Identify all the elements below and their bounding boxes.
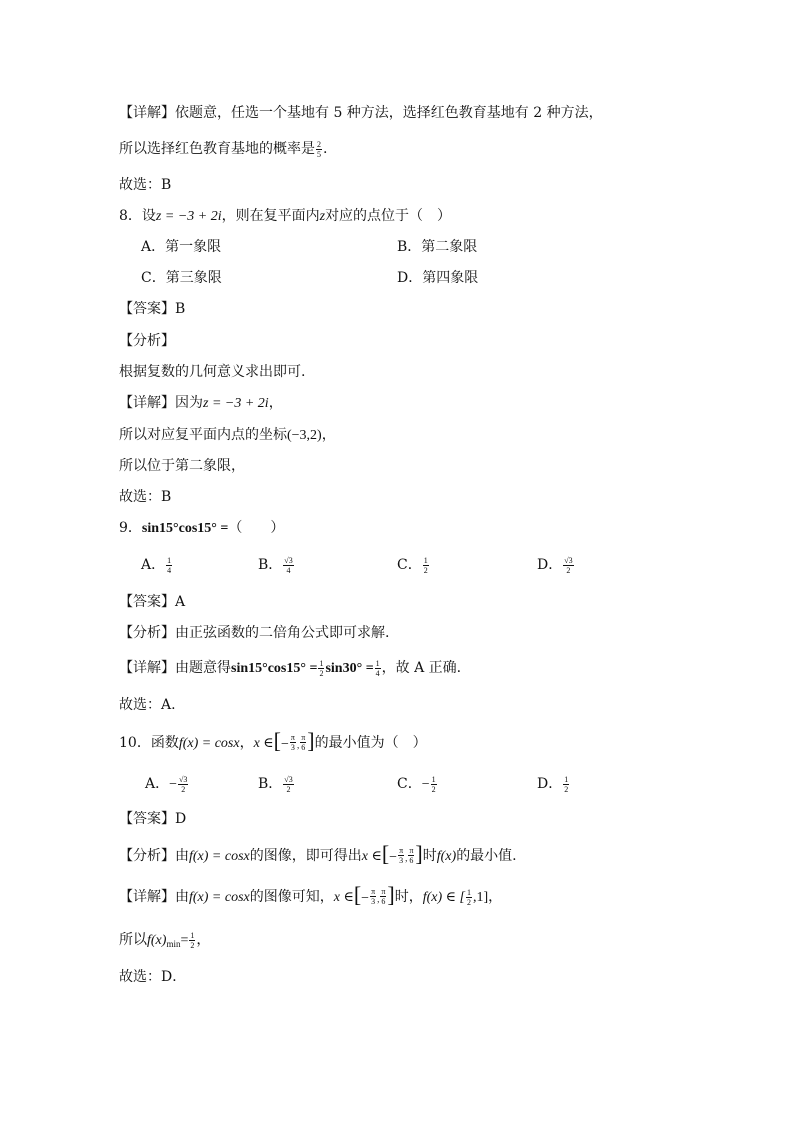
q8-option-d (397, 268, 478, 288)
q10-analysis-func: f(x) = cosx (189, 849, 250, 864)
q10-analysis-mid2: 时 (422, 848, 437, 864)
q8-detail-line (119, 393, 283, 414)
q10-stem-pre: 函数 (150, 735, 179, 751)
q10-detail-interval-a (370, 887, 376, 906)
q7-choice: 故选：B (119, 177, 172, 193)
q9-detail-line (119, 658, 461, 679)
q9-option-b-label: B． (258, 557, 283, 573)
q8-stem (119, 206, 451, 227)
q8-option-c-text: 第三象限 (165, 270, 222, 286)
q10-choice: 故选：D． (119, 969, 187, 985)
q10-option-b-num: √3 (284, 774, 293, 784)
q10-detail-range-den: 2 (467, 897, 471, 907)
q10-stem-x: x ∈ (253, 736, 274, 751)
q10-detail-x: x ∈ (333, 890, 354, 905)
q10-min-math: f(x) (147, 933, 167, 948)
q9-option-d-label: D． (537, 557, 563, 573)
q10-interval-a-den: 3 (290, 743, 295, 753)
q10-option-c (397, 774, 438, 795)
q8-coord-line (119, 425, 336, 446)
q9-option-d-fraction (563, 556, 573, 575)
q7-detail-tag: 【详解】 (119, 105, 175, 121)
q9-option-d-num: √3 (564, 555, 573, 565)
q8-number: 8． (119, 208, 142, 224)
q10-interval-b (300, 733, 306, 752)
q10-min-line (119, 930, 210, 954)
q10-analysis-end: 的最小值. (456, 848, 517, 864)
q10-option-c-label: C． (397, 776, 422, 792)
q10-interval-a (290, 733, 296, 752)
q8-option-b (397, 237, 477, 257)
q10-option-d-num: 1 (564, 774, 569, 784)
q9-analysis-tag: 【分析】 (119, 625, 175, 641)
q10-stem (119, 728, 427, 755)
q10-min-end: ， (196, 932, 211, 948)
q8-detail-end: ， (268, 395, 283, 411)
q8-option-b-text: 第二象限 (421, 239, 478, 255)
q7-period: . (323, 141, 328, 157)
q10-option-a-den: 2 (181, 784, 186, 794)
q10-analysis-interval-b-den: 6 (409, 856, 414, 866)
q10-analysis-interval-a-den: 3 (399, 856, 404, 866)
q8-stem-end: 对应的点位于（ ） (325, 208, 452, 224)
q10-detail-func: f(x) = cosx (189, 890, 250, 905)
q10-detail-pre: 由 (175, 889, 189, 905)
q10-interval: [− $\frac{\pi}{3}$ , $\frac{\pi}{6}$ ] (273, 728, 315, 753)
q10-option-a (145, 774, 189, 795)
q8-analysis-text: 根据复数的几何意义求出即可. (119, 364, 306, 380)
q10-min-den: 2 (190, 940, 195, 950)
q7-probability-line (119, 139, 327, 159)
q10-option-d (537, 774, 570, 795)
q10-detail-interval-a-num: π (371, 887, 376, 897)
q10-detail-interval: [− $\frac{\pi}{3}$ , $\frac{\pi}{6}$ ] (353, 882, 395, 907)
q10-option-a-fraction (178, 775, 188, 794)
q9-option-a-den: 4 (167, 565, 172, 575)
q9-option-d-den: 2 (566, 565, 571, 575)
q9-number: 9． (119, 520, 142, 536)
q10-option-c-den: 2 (431, 784, 436, 794)
q10-stem-end: 的最小值为（ ） (314, 735, 427, 751)
q9-option-c-label: C． (397, 557, 422, 573)
q9-option-a-num: 1 (167, 555, 172, 565)
q10-detail-end: ， (488, 889, 503, 905)
q10-min-pre: 所以 (119, 932, 147, 948)
q8-option-a (141, 237, 221, 257)
q10-option-a-sign: − (169, 777, 178, 792)
q10-interval-b-num: π (301, 733, 306, 743)
q9-detail-f2-den: 4 (375, 668, 380, 678)
q8-option-d-label: D． (397, 270, 423, 286)
q10-min-sub: min (166, 939, 181, 949)
q8-quadrant-line: 所以位于第二象限， (119, 458, 245, 474)
q10-interval-b-den: 6 (301, 743, 306, 753)
q10-stem-func: f(x) = cosx (178, 736, 240, 751)
q10-detail-interval-b (380, 887, 386, 906)
q9-option-a-label: A． (141, 557, 166, 573)
q7-probability-fraction (316, 140, 322, 159)
q10-detail-mid: 的图像可知， (249, 889, 334, 905)
q9-detail-end: ，故 A 正确. (381, 660, 462, 676)
q10-option-c-num: 1 (431, 774, 436, 784)
q8-option-a-label: A． (141, 239, 166, 255)
q10-option-b (258, 774, 295, 795)
q10-detail-range-end: ,1] (473, 890, 489, 905)
q10-analysis-interval-a-num: π (399, 846, 404, 856)
q7-frac-den: 5 (317, 149, 321, 159)
q10-number: 10． (119, 735, 151, 751)
q10-option-c-fraction (431, 775, 437, 794)
q8-coord-pre: 所以对应复平面内点的坐标 (119, 427, 287, 443)
q10-analysis-interval-b-num: π (409, 846, 414, 856)
q10-answer: 【答案】D (119, 811, 187, 827)
q10-stem-comma: ， (239, 735, 254, 751)
q10-interval-a-num: π (290, 733, 295, 743)
q10-min-num: 1 (190, 930, 195, 940)
q8-stem-math: z = −3 + 2i (155, 209, 222, 224)
q10-analysis-interval: [− $\frac{\pi}{3}$ , $\frac{\pi}{6}$ ] (381, 841, 423, 866)
q9-choice: 故选：A. (119, 697, 176, 713)
q7-frac-num: 2 (317, 139, 321, 149)
q8-option-d-text: 第四象限 (422, 270, 479, 286)
q10-analysis-x: x ∈ (361, 849, 382, 864)
q9-option-c (397, 555, 430, 575)
q8-detail-math: z = −3 + 2i (203, 396, 269, 411)
q10-detail-fx: f(x) ∈ [ (422, 890, 465, 905)
q9-option-b-num: √3 (284, 555, 293, 565)
q9-analysis-text: 由正弦函数的二倍角公式即可求解. (175, 625, 390, 641)
q7-detail-text: 依题意，任选一个基地有 5 种方法，选择红色教育基地有 2 种方法， (175, 105, 603, 121)
q10-detail-interval-b-den: 6 (381, 897, 386, 907)
q10-detail-tag: 【详解】 (119, 889, 175, 905)
q7-probability-text: 所以选择红色教育基地的概率是 (119, 141, 315, 157)
q8-option-a-text: 第一象限 (165, 239, 222, 255)
q9-option-b-fraction (283, 556, 293, 575)
q9-detail-fraction-1 (318, 659, 324, 678)
q10-option-b-den: 2 (286, 784, 291, 794)
q9-option-a (141, 555, 173, 575)
q10-analysis-mid: 的图像，即可得出 (249, 848, 362, 864)
q10-detail-mid2: 时， (394, 889, 423, 905)
q10-analysis-pre: 由 (175, 848, 189, 864)
q9-detail-f2-num: 1 (375, 658, 380, 668)
q10-option-d-den: 2 (564, 784, 569, 794)
q10-analysis-interval-b (408, 846, 414, 865)
q8-coord-math: (−3,2) (287, 428, 322, 443)
q10-detail-interval-a-den: 3 (371, 897, 376, 907)
q8-stem-var: z (319, 209, 326, 224)
q10-option-d-label: D． (537, 776, 563, 792)
q10-analysis-interval-a (398, 846, 404, 865)
q9-answer: 【答案】A (119, 594, 186, 610)
q8-answer: 【答案】B (119, 301, 186, 317)
q8-option-b-label: B． (397, 239, 422, 255)
q9-option-c-den: 2 (423, 565, 428, 575)
q9-option-c-num: 1 (423, 555, 428, 565)
q8-stem-pre: 设 (141, 208, 156, 224)
q8-option-c (141, 268, 222, 288)
q9-detail-math2: sin30° = (325, 661, 374, 676)
q10-detail-interval-b-num: π (381, 887, 386, 897)
q9-detail-f1-num: 1 (319, 658, 324, 668)
q9-detail-math1: sin15°cos15° = (231, 661, 318, 676)
q9-detail-f1-den: 2 (319, 668, 324, 678)
q8-analysis-tag: 【分析】 (119, 333, 175, 349)
q10-detail-range-num: 1 (467, 887, 471, 897)
q9-stem (119, 518, 284, 539)
q10-detail-range-fraction (466, 888, 472, 907)
q10-option-a-num: √3 (179, 774, 188, 784)
q10-option-b-label: B． (258, 776, 283, 792)
q10-option-a-label: A． (145, 776, 170, 792)
q9-option-a-fraction (166, 556, 172, 575)
q10-option-d-fraction (563, 775, 569, 794)
q10-analysis-fx: f(x) (436, 849, 457, 864)
q10-detail-line (119, 882, 503, 909)
q7-detail-line (119, 103, 603, 123)
q8-detail-tag: 【详解】 (119, 395, 175, 411)
q9-stem-end: （ ） (228, 520, 285, 536)
q10-analysis-line (119, 841, 517, 868)
q8-stem-post: ，则在复平面内 (221, 208, 320, 224)
q8-choice: 故选：B (119, 489, 172, 505)
q8-coord-end: ， (321, 427, 336, 443)
q8-detail-pre: 因为 (175, 395, 203, 411)
q8-option-c-label: C． (141, 270, 166, 286)
q9-detail-tag: 【详解】 (119, 660, 175, 676)
q10-option-c-sign: − (421, 777, 430, 792)
q9-analysis-line (119, 623, 389, 643)
q9-stem-math: sin15°cos15° = (141, 521, 229, 536)
q10-min-fraction (189, 931, 195, 950)
q9-option-d (537, 555, 575, 575)
q9-option-b (258, 555, 295, 575)
q10-option-b-fraction (283, 775, 293, 794)
q9-detail-pre: 由题意得 (175, 660, 231, 676)
q9-option-c-fraction (423, 556, 429, 575)
q9-detail-fraction-2 (375, 659, 381, 678)
q10-analysis-tag: 【分析】 (119, 848, 175, 864)
q9-option-b-den: 4 (286, 565, 291, 575)
q10-min-eq: = (180, 933, 189, 948)
